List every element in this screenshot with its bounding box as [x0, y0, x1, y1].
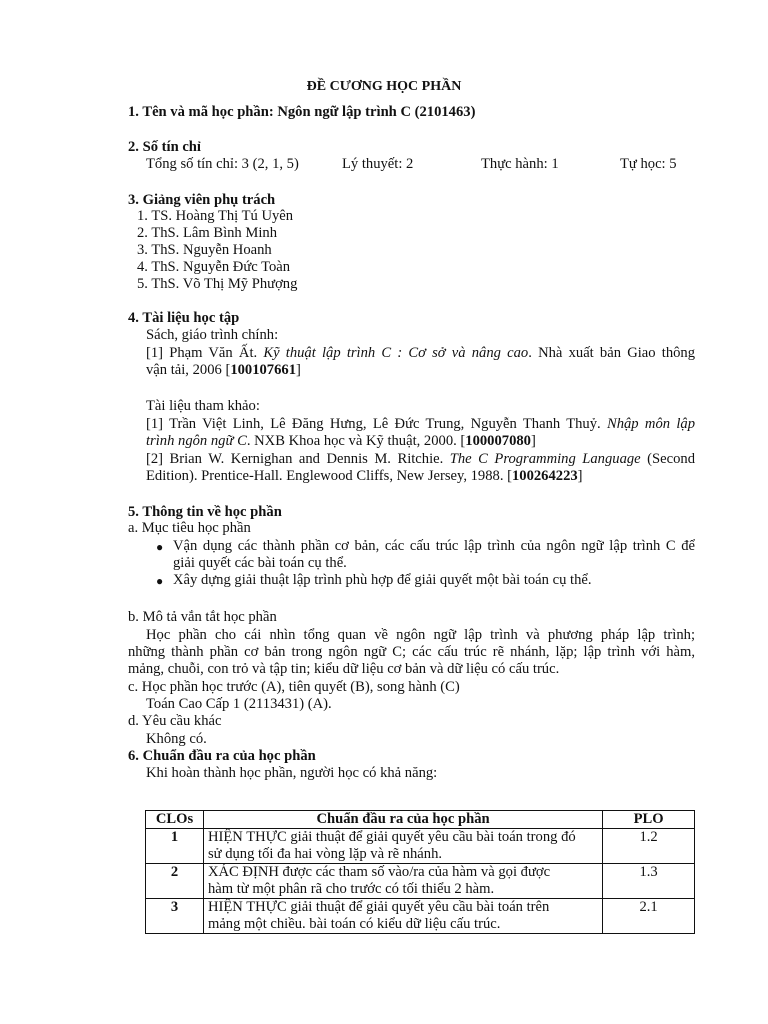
section-1-heading: 1. Tên và mã học phần: Ngôn ngữ lập trình C (2101463) [128, 104, 476, 120]
table-header-row [146, 811, 695, 829]
main-textbook-1-line1: [1] Phạm Văn Ất. Kỹ thuật lập trình C : Cơ sở và nâng cao. Nhà xuất bản Giao thông [146, 345, 696, 361]
plo-value: 1.2 [603, 829, 695, 864]
plo-value: 2.1 [603, 899, 695, 934]
section-4-heading: 4. Tài liệu học tập [128, 310, 240, 326]
objective-2: Xây dựng giải thuật lập trình phù hợp để giải quyết một bài toán cụ thể. [173, 572, 592, 588]
reference-2-line2: Edition). Prentice-Hall. Englewood Cliffs, New Jersey, 1988. [100264223] [146, 468, 583, 484]
plo-value: 1.3 [603, 864, 695, 899]
header-clos: CLOs [146, 811, 204, 829]
objectives-label: a. Mục tiêu học phần [128, 520, 251, 536]
credits-total: Tổng số tín chỉ: 3 (2, 1, 5) [146, 156, 299, 172]
objective-1-line1: Vận dụng các thành phần cơ bản, các cấu trúc lập trình của ngôn ngữ lập trình C để [173, 538, 695, 554]
description-line1: Học phần cho cái nhìn tổng quan về ngôn ngữ lập trình và phương pháp lập trình; [146, 627, 695, 643]
lecturer-item: 3. ThS. Nguyễn Hoanh [137, 242, 272, 258]
description-line2: những thành phần cơ bản trong ngôn ngữ C; các cấu trúc rẽ nhánh, lặp; lập trình với hàm, [128, 644, 695, 660]
other-requirements-label: d. Yêu cầu khác [128, 713, 222, 729]
table-row [146, 899, 695, 934]
description-line3: mảng, chuỗi, con trỏ và tập tin; kiểu dữ liệu cơ bản và dữ liệu có cấu trúc. [128, 661, 560, 677]
table-row [146, 864, 695, 899]
clo-number: 2 [146, 864, 204, 899]
header-plo: PLO [603, 811, 695, 829]
outcomes-table [145, 810, 695, 934]
section-3-heading: 3. Giảng viên phụ trách [128, 192, 276, 208]
description-label: b. Mô tả vắn tắt học phần [128, 609, 277, 625]
document-title: ĐỀ CƯƠNG HỌC PHẦN [306, 79, 462, 94]
clo-number: 3 [146, 899, 204, 934]
clo-description: HIỆN THỰC giải thuật để giải quyết yêu cầu bài toán trên mảng một chiều. bài toán có kiểu dữ liệu cấu trúc. [203, 899, 602, 934]
prerequisites-label: c. Học phần học trước (A), tiên quyết (B), song hành (C) [128, 679, 460, 695]
clo-description: HIỆN THỰC giải thuật để giải quyết yêu cầu bài toán trong đó sử dụng tối đa hai vòng lặp và rẽ nhánh. [203, 829, 602, 864]
header-outcomes: Chuẩn đầu ra của học phần [203, 811, 602, 829]
outcomes-intro: Khi hoàn thành học phần, người học có khả năng: [146, 765, 438, 781]
reference-1-line1: [1] Trần Việt Linh, Lê Đăng Hưng, Lê Đức Trung, Nguyễn Thanh Thuỷ. Nhập môn lập [146, 416, 696, 432]
bullet-icon: ● [156, 540, 164, 554]
credits-practice: Thực hành: 1 [481, 156, 559, 172]
table-row [146, 829, 695, 864]
lecturer-item: 5. ThS. Võ Thị Mỹ Phượng [137, 276, 298, 292]
credits-self-study: Tự học: 5 [620, 156, 677, 172]
credits-theory: Lý thuyết: 2 [342, 156, 414, 172]
objective-1-line2: giải quyết các bài toán cụ thể. [173, 555, 347, 571]
section-6-heading: 6. Chuẩn đầu ra của học phần [128, 748, 316, 764]
prerequisites-value: Toán Cao Cấp 1 (2113431) (A). [146, 696, 332, 712]
other-requirements-value: Không có. [146, 731, 207, 747]
lecturer-item: 2. ThS. Lâm Bình Minh [137, 225, 278, 241]
section-5-heading: 5. Thông tin về học phần [128, 504, 282, 520]
clo-description: XÁC ĐỊNH được các tham số vào/ra của hàm và gọi được hàm từ một phân rã cho trước có tối thiểu 2 hàm. [203, 864, 602, 899]
references-label: Tài liệu tham khảo: [146, 398, 260, 414]
reference-2-line1: [2] Brian W. Kernighan and Dennis M. Ritchie. The C Programming Language (Second [146, 451, 695, 467]
lecturer-item: 1. TS. Hoàng Thị Tú Uyên [137, 208, 294, 224]
section-2-heading: 2. Số tín chỉ [128, 139, 201, 155]
main-textbooks-label: Sách, giáo trình chính: [146, 327, 279, 343]
clo-number: 1 [146, 829, 204, 864]
lecturer-item: 4. ThS. Nguyễn Đức Toàn [137, 259, 291, 275]
reference-1-line2: trình ngôn ngữ C. NXB Khoa học và Kỹ thuật, 2000. [100007080] [146, 433, 536, 449]
main-textbook-1-line2: vận tải, 2006 [100107661] [146, 362, 301, 378]
bullet-icon: ● [156, 574, 164, 588]
